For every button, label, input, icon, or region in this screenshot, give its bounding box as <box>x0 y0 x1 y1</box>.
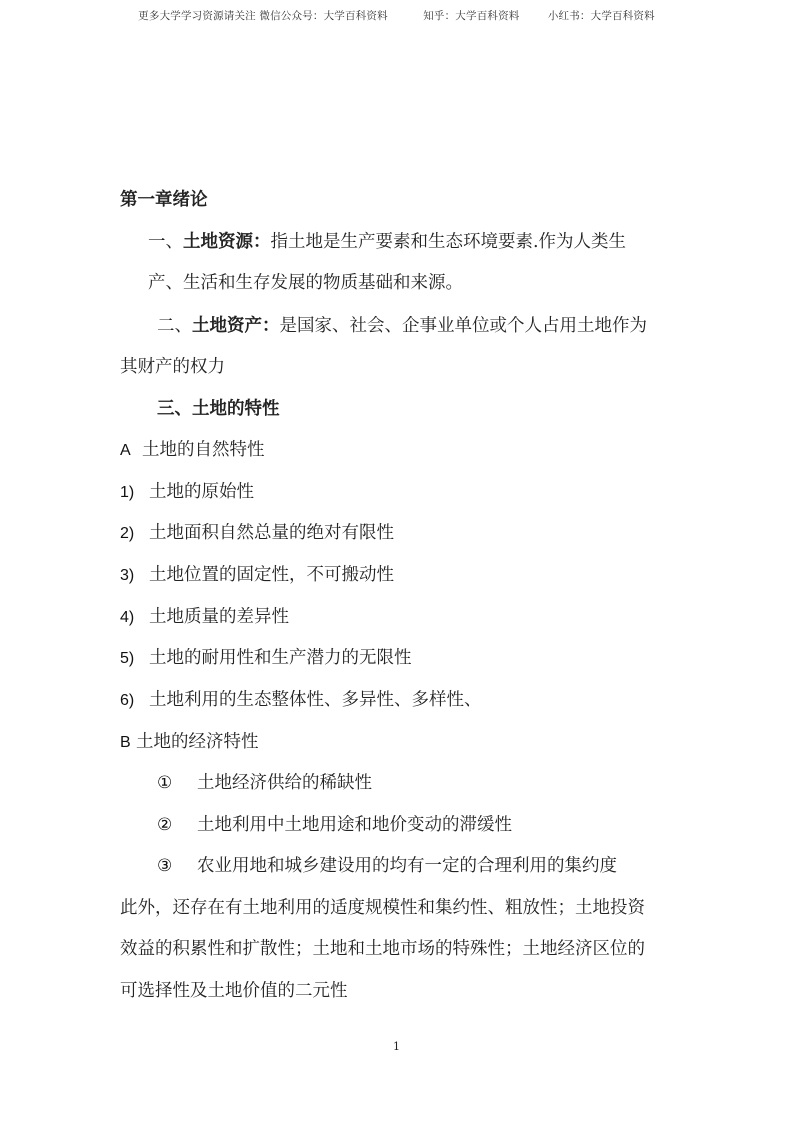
item-text: 土地经济供给的稀缺性 <box>197 773 372 793</box>
header-zhihu: 知乎：大学百科资料 <box>423 10 520 22</box>
item-marker: 4) <box>120 609 135 626</box>
item-marker: ② <box>157 815 173 835</box>
natural-item <box>120 605 289 630</box>
chapter-title: 第一章绪论 <box>120 190 208 210</box>
section2-term: 土地资产： <box>192 316 280 336</box>
natural-heading <box>120 438 265 463</box>
header-wechat: 更多大学学习资源请关注 微信公众号：大学百科资料 <box>138 10 388 22</box>
section1-term: 土地资源： <box>183 232 271 252</box>
economic-item <box>157 854 617 878</box>
economic-item <box>157 813 512 837</box>
item-text: 土地面积自然总量的绝对有限性 <box>149 523 394 543</box>
header-xiaohongshu: 小红书：大学百科资料 <box>547 10 655 22</box>
section2-line2: 其财产的权力 <box>120 357 225 377</box>
item-text: 土地质量的差异性 <box>149 607 289 627</box>
section1-line1 <box>148 230 626 254</box>
natural-item <box>120 480 254 505</box>
extra-line3: 可选择性及土地价值的二元性 <box>120 981 348 1001</box>
natural-item <box>120 563 394 588</box>
item-text: 土地位置的固定性，不可搬动性 <box>149 565 394 585</box>
item-marker: 6) <box>120 692 135 709</box>
section3-title: 三、土地的特性 <box>157 399 280 419</box>
item-marker: ③ <box>157 856 173 876</box>
extra-line1: 此外，还存在有土地利用的适度规模性和集约性、粗放性；土地投资 <box>120 898 645 918</box>
item-text: 土地利用的生态整体性、多异性、多样性、 <box>149 690 482 710</box>
item-marker: ① <box>157 773 173 793</box>
natural-label: A <box>120 442 131 459</box>
section1-prefix: 一、 <box>148 232 183 252</box>
item-text: 土地的耐用性和生产潜力的无限性 <box>149 648 412 668</box>
natural-item <box>120 688 482 713</box>
economic-item <box>157 771 372 795</box>
page-header <box>0 8 793 23</box>
natural-item <box>120 521 394 546</box>
page-number: 1 <box>393 1040 400 1053</box>
item-text: 土地的原始性 <box>149 482 254 502</box>
item-text: 农业用地和城乡建设用的均有一定的合理利用的集约度 <box>197 856 617 876</box>
section1-line2: 产、生活和生存发展的物质基础和来源。 <box>148 273 463 293</box>
economic-heading <box>120 730 259 755</box>
section1-text: 指土地是生产要素和生态环境要素.作为人类生 <box>270 232 627 252</box>
item-marker: 3) <box>120 567 135 584</box>
section2-line1 <box>157 314 647 338</box>
item-marker: 2) <box>120 525 135 542</box>
item-text: 土地利用中土地用途和地价变动的滞缓性 <box>197 815 512 835</box>
item-marker: 5) <box>120 650 135 667</box>
extra-line2: 效益的积累性和扩散性；土地和土地市场的特殊性；土地经济区位的 <box>120 939 645 959</box>
natural-title: 土地的自然特性 <box>142 440 265 460</box>
natural-item <box>120 646 412 671</box>
section2-text: 是国家、社会、企事业单位或个人占用土地作为 <box>279 316 647 336</box>
economic-label: B <box>120 734 131 751</box>
section2-prefix: 二、 <box>157 316 192 336</box>
economic-title: 土地的经济特性 <box>136 732 259 752</box>
item-marker: 1) <box>120 484 135 501</box>
